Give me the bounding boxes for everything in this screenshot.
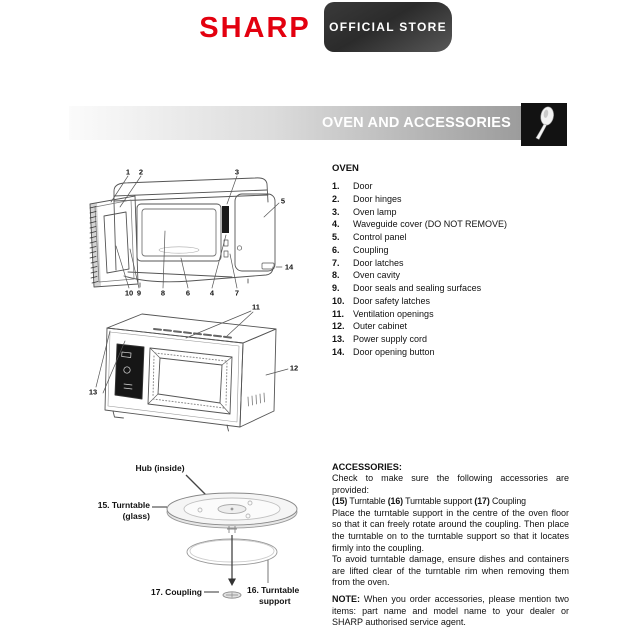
oven-list-item — [332, 346, 568, 359]
item-number: 9. — [332, 283, 340, 293]
accessories-note: NOTE: When you order accessories, please mention two items: part name and model name to your dealer or SHARP authorised service agent. — [332, 593, 569, 628]
turntable-support-label-2: support — [259, 596, 291, 606]
accessories-parts-line: (15) Turntable (16) Turntable support (17) Coupling — [332, 496, 526, 507]
open-oven-diagram — [80, 160, 320, 305]
store-banner — [0, 0, 640, 56]
item-number: 8. — [332, 270, 340, 281]
hub-label: Hub (inside) — [135, 463, 185, 473]
item-text: Ventilation openings — [353, 308, 434, 319]
oven-list-item — [332, 295, 568, 308]
item-number: 11. — [332, 308, 345, 319]
oven-list-item — [332, 308, 568, 321]
oven-list-item — [332, 269, 568, 282]
official-store-label: OFFICIAL STORE — [329, 20, 447, 34]
item-number: 10. — [332, 295, 345, 306]
item-text: Door — [353, 181, 373, 191]
item-text: Door opening button — [353, 346, 435, 357]
callout-9: 9 — [136, 288, 142, 298]
accessories-heading: ACCESSORIES: — [332, 462, 402, 472]
item-text: Waveguide cover (DO NOT REMOVE) — [353, 219, 508, 230]
callout-8: 8 — [160, 288, 166, 298]
closed-oven-line-art — [80, 300, 320, 435]
item-number: 6. — [332, 244, 340, 255]
item-text: Door latches — [353, 257, 404, 268]
callout-6: 6 — [185, 288, 191, 298]
item-text: Oven cavity — [353, 270, 401, 281]
accessories-warning-paragraph: To avoid turntable damage, ensure dishes and containers are lifted clear of the turntable rim when removing them from the oven. — [332, 554, 569, 588]
sharp-logo: SHARP — [199, 12, 311, 44]
callout-11: 11 — [252, 302, 260, 312]
oven-parts-list — [332, 180, 568, 359]
spoon-icon — [521, 103, 567, 146]
callout-1: 1 — [125, 167, 131, 177]
oven-list-item — [332, 282, 568, 295]
callout-13: 13 — [88, 387, 98, 397]
oven-list-item — [332, 206, 568, 219]
section-title: OVEN AND ACCESSORIES — [321, 115, 511, 131]
accessories-intro: Check to make sure the following accessories are provided: — [332, 473, 569, 495]
oven-list-item — [332, 244, 568, 257]
item-number: 12. — [332, 321, 345, 332]
callout-10: 10 — [124, 288, 134, 298]
item-text: Control panel — [353, 232, 407, 242]
item-text: Door hinges — [353, 193, 402, 204]
item-text: Oven lamp — [353, 206, 397, 217]
turntable-line-art — [80, 455, 315, 640]
official-store-badge — [324, 2, 452, 52]
item-number: 14. — [332, 346, 345, 357]
turntable-support-label: 16. Turntable — [247, 585, 300, 595]
accessories-section — [332, 461, 569, 629]
oven-list-item — [332, 218, 568, 231]
item-text: Door safety latches — [353, 295, 431, 306]
item-number: 4. — [332, 219, 340, 230]
callout-4: 4 — [209, 288, 215, 298]
oven-list-item — [332, 320, 568, 333]
item-text: Door seals and sealing surfaces — [353, 283, 482, 293]
callout-2: 2 — [138, 167, 144, 177]
callout-14: 14 — [284, 262, 294, 272]
callout-5: 5 — [280, 196, 286, 206]
item-number: 13. — [332, 334, 345, 344]
item-number: 1. — [332, 181, 340, 191]
item-text: Power supply cord — [353, 334, 428, 344]
oven-list-item — [332, 193, 568, 206]
closed-oven-diagram — [80, 300, 320, 435]
oven-list-item — [332, 180, 568, 193]
item-number: 3. — [332, 206, 340, 217]
item-number: 2. — [332, 193, 340, 204]
callout-3: 3 — [234, 167, 240, 177]
section-header-bar — [69, 106, 521, 140]
item-text: Coupling — [353, 244, 389, 255]
callout-12: 12 — [289, 363, 299, 373]
open-oven-line-art — [80, 160, 320, 305]
turntable-glass-label-2: (glass) — [122, 511, 150, 521]
callout-7: 7 — [234, 288, 240, 298]
item-text: Outer cabinet — [353, 321, 408, 332]
item-number: 7. — [332, 257, 340, 268]
oven-heading: OVEN — [332, 163, 359, 174]
item-number: 5. — [332, 232, 340, 242]
oven-list-item — [332, 333, 568, 346]
oven-list-item — [332, 257, 568, 270]
coupling-label: 17. Coupling — [151, 587, 202, 597]
oven-list-item — [332, 231, 568, 244]
section-icon-box — [521, 103, 567, 146]
accessories-placement-paragraph: Place the turntable support in the centre of the oven floor so that it can freely rotate around the coupling. Then place the turntable on to the turntable support so that it locates firmly into the coupling. — [332, 507, 569, 553]
turntable-glass-label: 15. Turntable — [97, 500, 150, 510]
turntable-diagram — [80, 455, 315, 640]
